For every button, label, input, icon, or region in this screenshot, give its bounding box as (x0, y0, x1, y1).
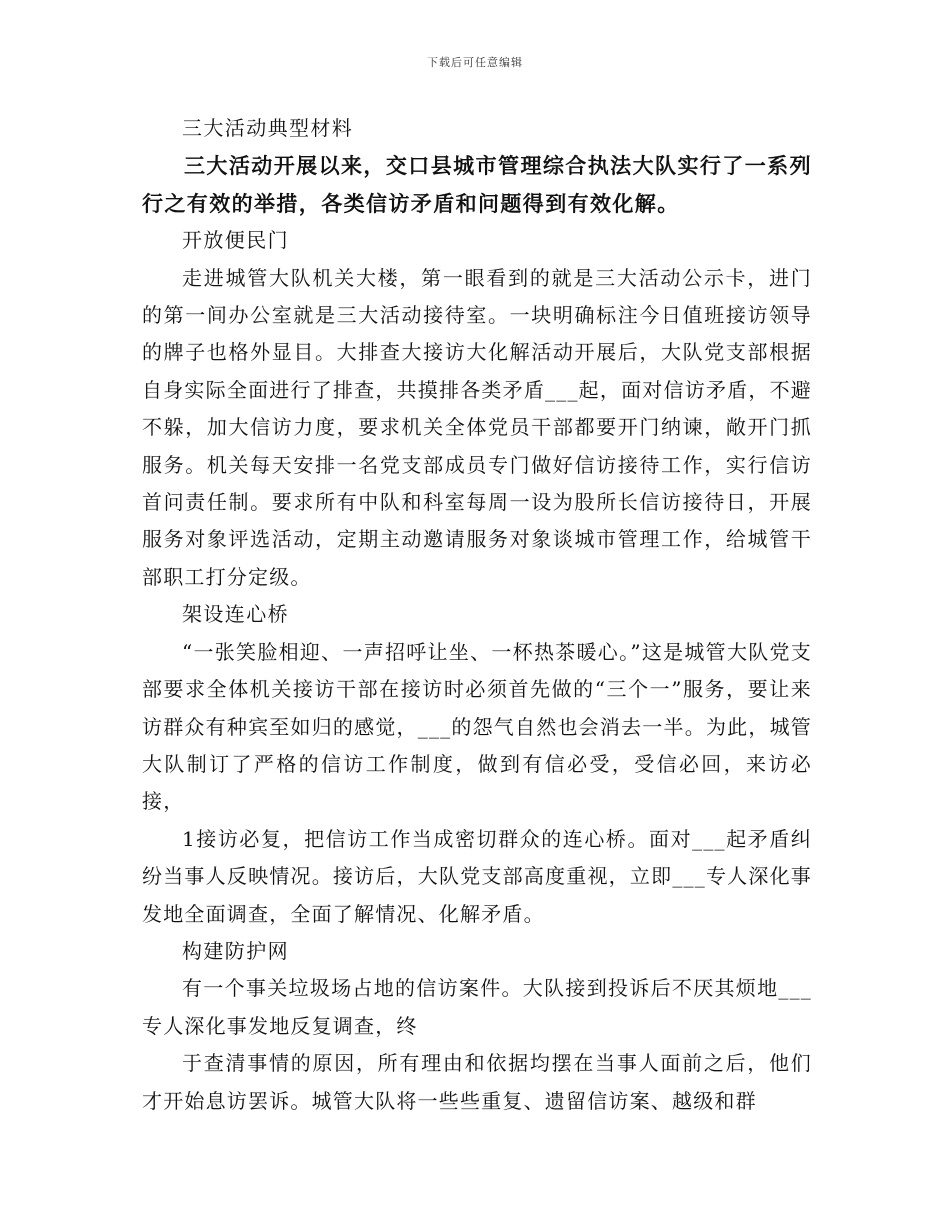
document-title: 三大活动典型材料 (182, 116, 354, 140)
paragraph-bridge: “一张笑脸相迎、一声招呼让坐、一杯热茶暖心。”这是城管大队党支部要求全体机关接访干部在接访时必须首先做的“三个一”服务，要让来访群众有种宾至如归的感觉，___的怨气自然也会消去一半。为此，城管大队制订了严格的信访工作制度，做到有信必受，受信必回，来访必接， (142, 639, 812, 814)
header-note: 下载后可任意编辑 (427, 56, 523, 69)
paragraph-case: 有一个事关垃圾场占地的信访案件。大队接到投诉后不厌其烦地___专人深化事发地反复调查，终 (142, 976, 812, 1038)
section-heading-protection: 构建防护网 (182, 938, 289, 963)
paragraph-open-door: 走进城管大队机关大楼，第一眼看到的就是三大活动公示卡，进门的第一间办公室就是三大活动接待室。一块明确标注今日值班接访领导的牌子也格外显目。大排查大接访大化解活动开展后，大队党支部根据自身实际全面进行了排查，共摸排各类矛盾___起，面对信访矛盾，不避不躲，加大信访力度，要求机关全体党员干部都要开门纳谏，敞开门抓服务。机关每天安排一名党支部成员专门做好信访接待工作，实行信访首问责任制。要求所有中队和科室每周一设为股所长信访接待日，开展服务对象评选活动，定期主动邀请服务对象谈城市管理工作，给城管干部职工打分定级。 (142, 265, 812, 589)
lead-paragraph: 三大活动开展以来，交口县城市管理综合执法大队实行了一系列行之有效的举措，各类信访矛盾和问题得到有效化解。 (142, 153, 812, 216)
document-body (142, 110, 812, 1120)
section-heading-open-door: 开放便民门 (182, 228, 289, 253)
paragraph-case-continued: 于查清事情的原因，所有理由和依据均摆在当事人面前之后，他们才开始息访罢诉。城管大队将一些些重复、遗留信访案、越级和群 (142, 1051, 812, 1113)
paragraph-reply: 1接访必复，把信访工作当成密切群众的连心桥。面对___起矛盾纠纷当事人反映情况。接访后，大队党支部高度重视，立即___专人深化事发地全面调查，全面了解情况、化解矛盾。 (142, 826, 812, 926)
section-heading-bridge: 架设连心桥 (182, 602, 289, 627)
